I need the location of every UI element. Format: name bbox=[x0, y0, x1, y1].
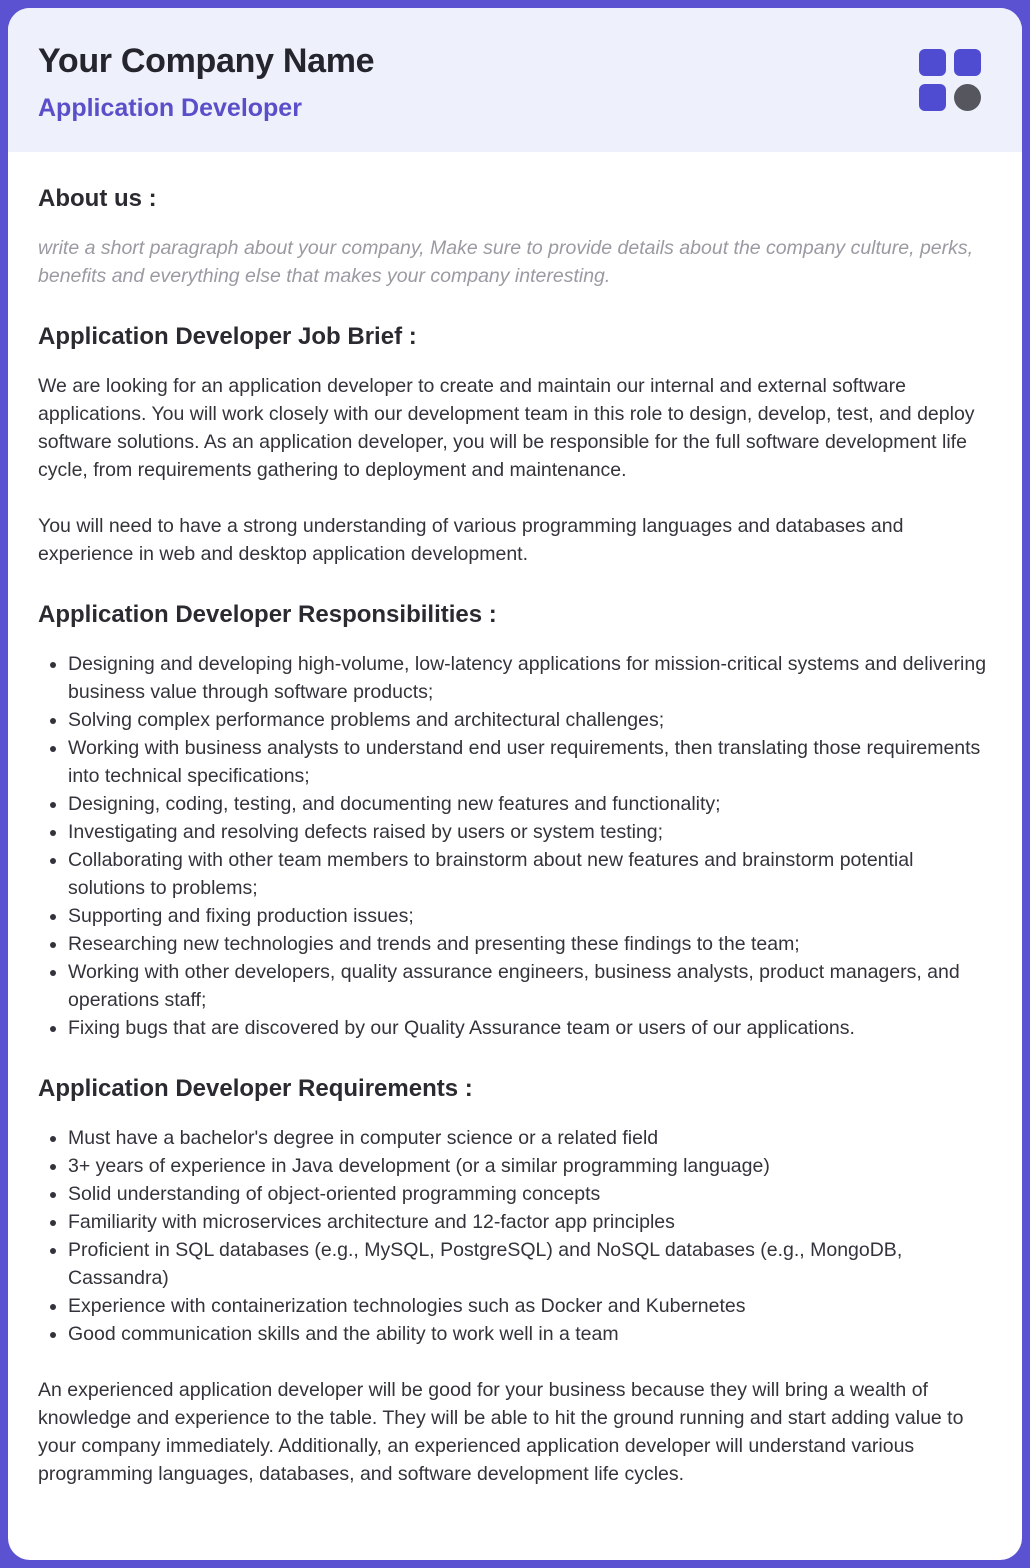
about-heading: About us : bbox=[38, 185, 157, 212]
list-item: • Proficient in SQL databases (e.g., MySQL, PostgreSQL) and NoSQL databases (e.g., MongoDB, Cassandra) bbox=[68, 1236, 992, 1292]
logo-square-top-left bbox=[919, 49, 946, 76]
list-item: • Good communication skills and the ability to work well in a team bbox=[68, 1320, 992, 1348]
about-text: write a short paragraph about your company, Make sure to provide details about the company culture, perks, benefits and everything else that makes your company interesting. bbox=[38, 237, 974, 287]
brief-paragraph: We are looking for an application developer to create and maintain our internal and external software applications. You will work closely with our development team in this role to design, develop, test, and deploy software solutions. As an application developer, you will be responsible for the full software development life cycle, from requirements gathering to deployment and maintenance. bbox=[38, 375, 975, 481]
list-item: • Solving complex performance problems and architectural challenges; bbox=[68, 706, 992, 734]
requirements-heading: Application Developer Requirements : bbox=[38, 1075, 473, 1102]
job-description-card bbox=[8, 8, 1022, 1560]
header bbox=[8, 8, 1022, 152]
list-item: • Solid understanding of object-oriented programming concepts bbox=[68, 1180, 992, 1208]
list-item: • Familiarity with microservices architecture and 12-factor app principles bbox=[68, 1208, 992, 1236]
requirements-list bbox=[38, 1124, 992, 1348]
list-item: • Working with other developers, quality assurance engineers, business analysts, product managers, and operations staff; bbox=[68, 958, 992, 1014]
logo-square-bottom-left bbox=[919, 84, 946, 111]
list-item: • Working with business analysts to understand end user requirements, then translating those requirements into technical specifications; bbox=[68, 734, 992, 790]
grid-logo-icon bbox=[919, 49, 983, 113]
list-item: • Designing, coding, testing, and documenting new features and functionality; bbox=[68, 790, 992, 818]
responsibilities-section bbox=[38, 598, 992, 1042]
brief-section bbox=[38, 320, 992, 568]
list-item: • Must have a bachelor's degree in computer science or a related field bbox=[68, 1124, 992, 1152]
job-title: Application Developer bbox=[38, 94, 302, 122]
list-item: • Experience with containerization technologies such as Docker and Kubernetes bbox=[68, 1292, 992, 1320]
about-section bbox=[38, 182, 992, 290]
logo-circle bbox=[954, 84, 981, 111]
company-name: Your Company Name bbox=[38, 42, 375, 80]
list-item: • Supporting and fixing production issues; bbox=[68, 902, 992, 930]
closing-paragraph: An experienced application developer will be good for your business because they will bring a wealth of knowledge and experience to the table. They will be able to hit the ground running and start adding value to your company immediately. Additionally, an experienced application developer will understand various programming languages, databases, and software development life cycles. bbox=[38, 1379, 964, 1485]
list-item: • Collaborating with other team members to brainstorm about new features and brainstorm potential solutions to problems; bbox=[68, 846, 992, 902]
logo-square-top-right bbox=[954, 49, 981, 76]
responsibilities-list bbox=[38, 650, 992, 1042]
responsibilities-heading: Application Developer Responsibilities : bbox=[38, 601, 497, 628]
list-item: • Fixing bugs that are discovered by our Quality Assurance team or users of our applications. bbox=[68, 1014, 992, 1042]
list-item: • Investigating and resolving defects raised by users or system testing; bbox=[68, 818, 992, 846]
brief-paragraph: You will need to have a strong understanding of various programming languages and databases and experience in web and desktop application development. bbox=[38, 515, 904, 565]
list-item: • Researching new technologies and trends and presenting these findings to the team; bbox=[68, 930, 992, 958]
requirements-section bbox=[38, 1072, 992, 1348]
content bbox=[8, 152, 1022, 1488]
list-item: • 3+ years of experience in Java development (or a similar programming language) bbox=[68, 1152, 992, 1180]
brief-heading: Application Developer Job Brief : bbox=[38, 323, 417, 350]
list-item: • Designing and developing high-volume, low-latency applications for mission-critical systems and delivering business value through software products; bbox=[68, 650, 992, 706]
